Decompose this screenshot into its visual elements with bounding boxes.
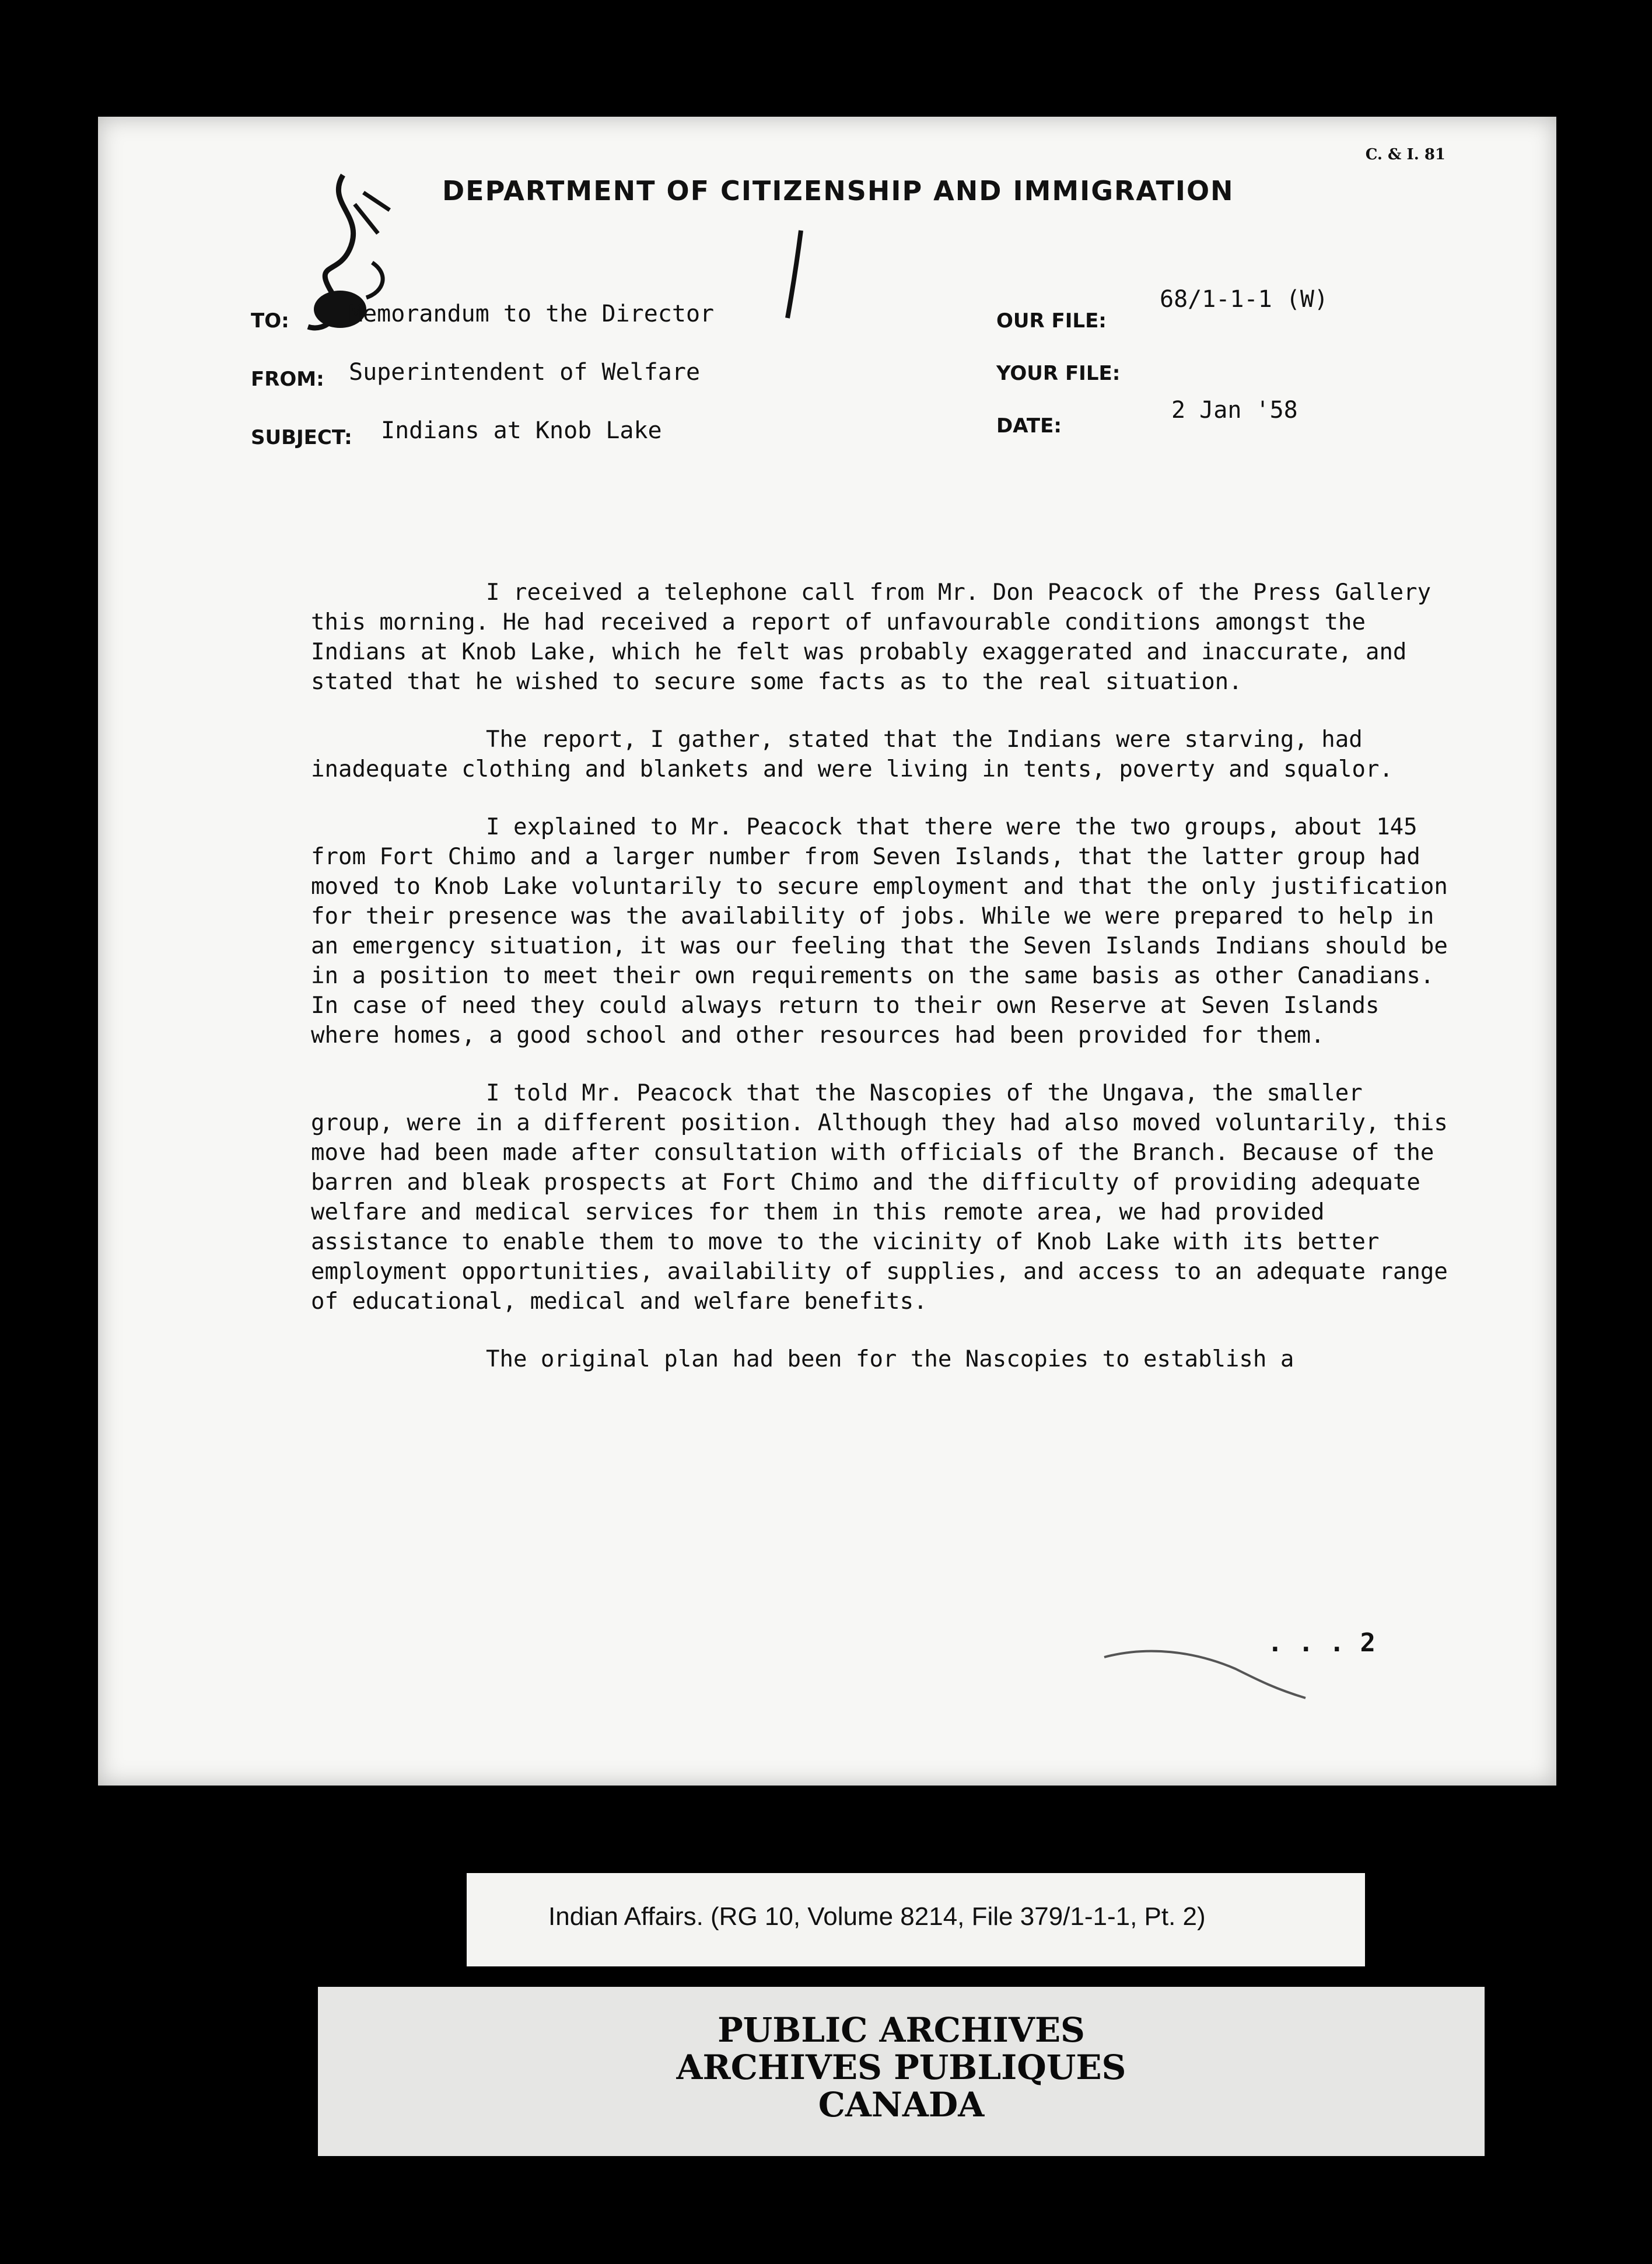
subject-label: SUBJECT: [251,426,352,449]
date-value: 2 Jan '58 [1171,397,1298,424]
department-heading: DEPARTMENT OF CITIZENSHIP AND IMMIGRATION [442,175,1234,207]
page-continuation: . . . 2 [1267,1628,1376,1658]
memo-page [98,117,1556,1786]
handwritten-tick [775,228,810,321]
form-code: C. & I. 81 [1365,146,1446,163]
archive-reference-card [467,1873,1365,1966]
date-label: DATE: [996,414,1062,438]
stamp-line-1: PUBLIC ARCHIVES [718,2010,1085,2050]
subject-value: Indians at Knob Lake [381,417,662,444]
from-label: FROM: [251,368,324,391]
paragraph-1: I received a telephone call from Mr. Don Peacock of the Press Gallery this morning. He had received a report of unfavourable conditions amongst the Indians at Knob Lake, which he felt was probably exaggerated and inaccurate, and stated that he wished to secure some facts as to the real situation. [311,579,1432,695]
stamp-line-3: CANADA [818,2085,985,2125]
to-value: Memorandum to the Director [349,301,715,327]
paragraph-5: The original plan had been for the Nascopies to establish a [486,1346,1294,1372]
memo-body [311,578,1454,1402]
our-file-value: 68/1-1-1 (W) [1160,286,1328,313]
from-value: Superintendent of Welfare [349,359,701,386]
stamp-line-2: ARCHIVES PUBLIQUES [676,2048,1126,2087]
paragraph-4: I told Mr. Peacock that the Nascopies of the Ungava, the smaller group, were in a different position. Although they had also moved voluntarily, this move had been made after consultation with officials of the Branch. Because of the barren and bleak prospects at Fort Chimo and the difficulty of providing adequate welfare and medical services for them in this remote area, we had provided assistance to enable them to move to the vicinity of Knob Lake with its better employment opportunities, availability of supplies, and access to an adequate range of educational, medical and welfare benefits. [311,1080,1448,1315]
archive-stamp-band [318,1987,1485,2156]
our-file-label: OUR FILE: [996,309,1107,333]
paragraph-2: The report, I gather, stated that the Indians were starving, had inadequate clothing and blankets and were living in tents, poverty and squalor. [311,726,1393,782]
your-file-label: YOUR FILE: [996,362,1121,385]
paragraph-3: I explained to Mr. Peacock that there were the two groups, about 145 from Fort Chimo and a larger number from Seven Islands, that the latter group had moved to Knob Lake voluntarily to secure employment and that the only justification for their presence was the availability of jobs. While we were prepared to help in an emergency situation, it was our feeling that the Seven Islands Indians should be in a position to meet their own requirements on the same basis as other Canadians. In case of need they could always return to their own Reserve at Seven Islands where homes, a good school and other resources had been provided for them. [311,814,1448,1049]
to-label: TO: [251,309,289,333]
archive-reference: Indian Affairs. (RG 10, Volume 8214, File 379/1-1-1, Pt. 2) [548,1902,1206,1931]
archive-stamp [318,2011,1485,2123]
